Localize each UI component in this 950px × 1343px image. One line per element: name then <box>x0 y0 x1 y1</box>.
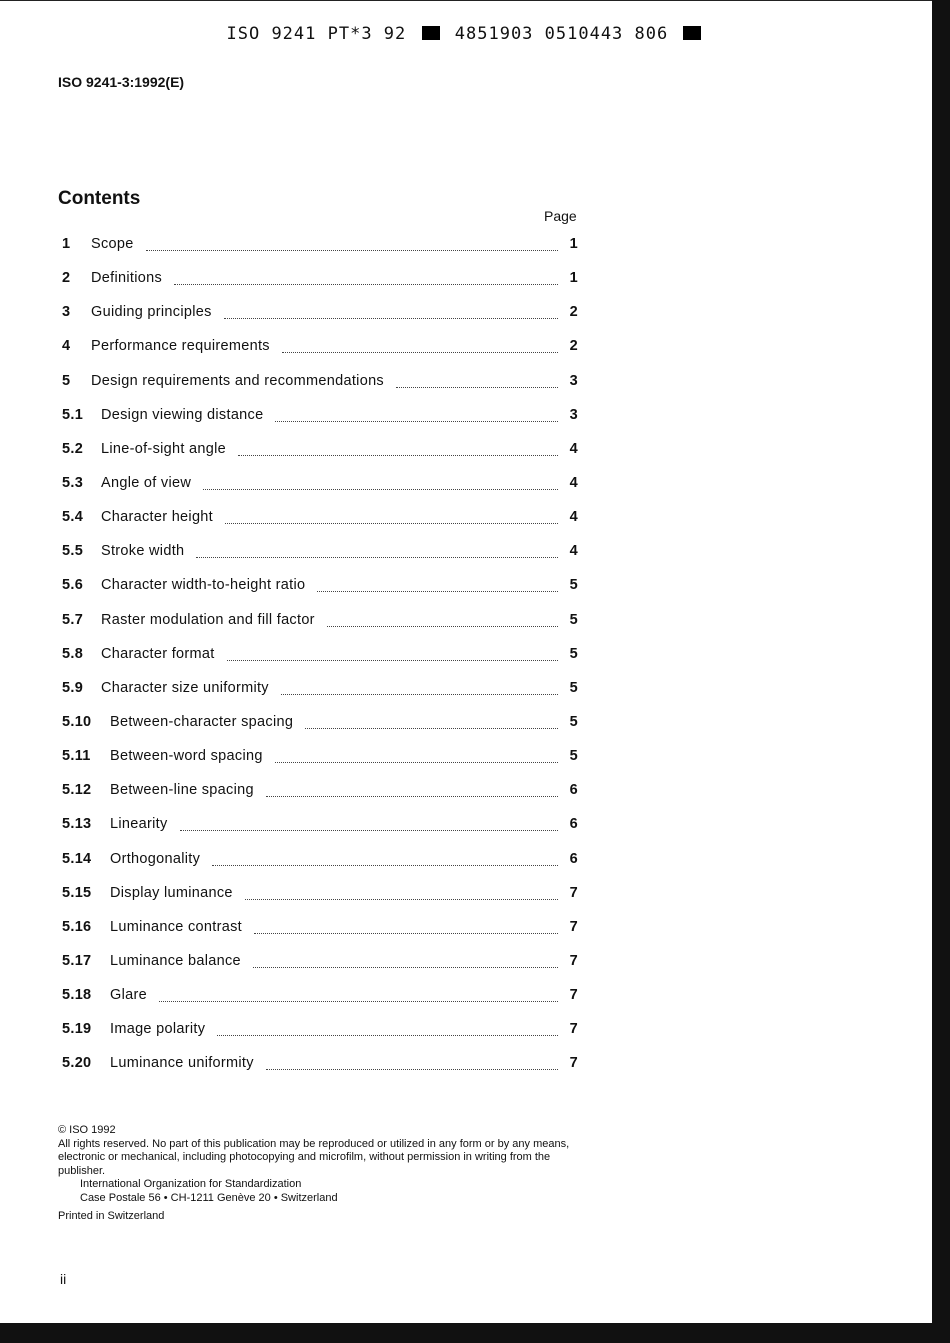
toc-entry-page: 5 <box>569 679 578 696</box>
scan-header <box>0 24 932 44</box>
toc-entry <box>62 782 578 816</box>
toc-entry-page: 7 <box>569 987 578 1004</box>
toc-entry-number: 5.14 <box>62 850 92 867</box>
toc-entry-number: 5.11 <box>62 748 91 765</box>
toc-dot-leader <box>227 646 558 661</box>
toc-entry <box>62 748 578 782</box>
toc-entry-number: 1 <box>62 236 71 252</box>
toc-entry-page: 2 <box>569 304 578 321</box>
organization-name: International Organization for Standardization <box>80 1178 302 1190</box>
toc-entry-page: 7 <box>569 1055 578 1072</box>
toc-entry-page: 2 <box>569 338 578 355</box>
toc-entry-title: Image polarity <box>110 1021 206 1038</box>
toc-dot-leader <box>203 475 558 490</box>
toc-entry <box>62 987 578 1021</box>
toc-entry <box>62 577 578 611</box>
toc-dot-leader <box>217 1021 558 1036</box>
toc-entry <box>62 373 578 407</box>
toc-dot-leader <box>253 953 558 968</box>
toc-dot-leader <box>174 270 558 285</box>
organization-address: Case Postale 56 • CH-1211 Genève 20 • Switzerland <box>80 1191 338 1204</box>
toc-entry-title: Display luminance <box>110 884 233 901</box>
toc-entry-page: 1 <box>569 236 578 252</box>
toc-entry-page: 6 <box>569 816 578 833</box>
toc-dot-leader <box>254 919 558 934</box>
toc-entry-number: 4 <box>62 338 71 355</box>
toc-entry-number: 2 <box>62 270 71 287</box>
toc-dot-leader <box>146 236 558 251</box>
toc-entry <box>62 953 578 987</box>
toc-entry <box>62 919 578 953</box>
toc-dot-leader <box>396 373 558 388</box>
toc-entry <box>62 236 578 270</box>
toc-entry-page: 5 <box>569 645 578 662</box>
toc-dot-leader <box>266 1055 558 1070</box>
toc-entry-page: 7 <box>569 884 578 901</box>
toc-entry-page: 1 <box>569 270 578 287</box>
toc-entry-number: 5.7 <box>62 611 84 628</box>
toc-dot-leader <box>281 680 558 695</box>
toc-entry-title: Design viewing distance <box>101 406 264 423</box>
toc-dot-leader <box>305 714 558 729</box>
toc-entry <box>62 475 578 509</box>
toc-dot-leader <box>282 338 558 353</box>
toc-entry-number: 5.3 <box>62 474 84 491</box>
toc-entry <box>62 885 578 919</box>
toc-entry <box>62 646 578 680</box>
toc-entry-title: Guiding principles <box>91 304 212 321</box>
toc-entry-number: 5.20 <box>62 1055 92 1072</box>
toc-dot-leader <box>196 543 558 558</box>
toc-entry-title: Character size uniformity <box>101 679 269 696</box>
printed-in: Printed in Switzerland <box>58 1210 165 1222</box>
scan-edge-line <box>0 0 932 1</box>
toc-entry-page: 4 <box>569 474 578 491</box>
toc-dot-leader <box>238 441 558 456</box>
toc-entry-title: Glare <box>110 987 147 1004</box>
page-column-label: Page <box>544 208 577 224</box>
toc-dot-leader <box>159 987 558 1002</box>
toc-entry-title: Between-word spacing <box>110 748 263 765</box>
toc-entry-page: 6 <box>569 782 578 799</box>
document-id: ISO 9241-3:1992(E) <box>58 74 185 90</box>
toc-dot-leader <box>212 851 558 866</box>
toc-dot-leader <box>180 816 558 831</box>
toc-entry-page: 5 <box>569 748 578 765</box>
contents-heading: Contents <box>58 188 141 209</box>
toc-entry-number: 5.2 <box>62 440 84 457</box>
toc-entry-title: Raster modulation and fill factor <box>101 611 315 628</box>
toc-entry <box>62 304 578 338</box>
toc-entry-number: 3 <box>62 304 71 321</box>
toc-entry-number: 5.5 <box>62 543 84 560</box>
toc-dot-leader <box>224 304 558 319</box>
toc-entry-number: 5.17 <box>62 952 92 969</box>
toc-entry-number: 5.6 <box>62 577 84 594</box>
toc-entry <box>62 680 578 714</box>
toc-entry-title: Luminance balance <box>110 952 241 969</box>
toc-entry-page: 4 <box>569 543 578 560</box>
toc-entry-number: 5 <box>62 372 71 389</box>
toc-entry-title: Character width-to-height ratio <box>101 577 306 594</box>
toc-entry-page: 7 <box>569 918 578 935</box>
toc-entry <box>62 509 578 543</box>
toc-entry-number: 5.10 <box>62 713 92 730</box>
toc-entry-title: Luminance uniformity <box>110 1055 254 1072</box>
toc-entry <box>62 612 578 646</box>
toc-entry-page: 7 <box>569 952 578 969</box>
toc-entry-title: Character height <box>101 509 213 526</box>
rights-statement: All rights reserved. No part of this publication may be reproduced or utilized in any form or by any means, electronic or mechanical, including photocopying and microfilm, without permission in writing from the publisher. <box>58 1137 570 1177</box>
toc-entry-title: Luminance contrast <box>110 918 242 935</box>
scan-header-code-2: 4851903 0510443 806 <box>454 24 669 44</box>
toc-entry <box>62 270 578 304</box>
toc-entry-page: 5 <box>569 577 578 594</box>
toc-entry-title: Scope <box>91 236 134 252</box>
toc-entry-number: 5.15 <box>62 884 92 901</box>
toc-entry <box>62 407 578 441</box>
toc-entry-title: Stroke width <box>101 543 185 560</box>
toc-entry-page: 5 <box>569 611 578 628</box>
toc-entry-page: 3 <box>569 372 578 389</box>
toc-dot-leader <box>317 577 558 592</box>
toc-entry-number: 5.13 <box>62 816 92 833</box>
toc-dot-leader <box>327 612 558 627</box>
scan-header-code-1: ISO 9241 PT*3 92 <box>226 24 407 44</box>
toc-entry-number: 5.9 <box>62 679 84 696</box>
toc-entry-number: 5.12 <box>62 782 92 799</box>
toc-entry-page: 4 <box>569 509 578 526</box>
toc-entry-number: 5.4 <box>62 509 84 526</box>
toc-dot-leader <box>266 782 558 797</box>
toc-entry-number: 5.8 <box>62 645 84 662</box>
toc-entry-page: 6 <box>569 850 578 867</box>
scan-block-mark <box>683 26 701 40</box>
toc-dot-leader <box>245 885 558 900</box>
toc-entry <box>62 543 578 577</box>
toc-entry-title: Character format <box>101 645 215 662</box>
table-of-contents <box>62 236 578 1090</box>
toc-entry-number: 5.1 <box>62 406 84 423</box>
toc-entry-title: Design requirements and recommendations <box>91 372 384 389</box>
toc-entry-title: Angle of view <box>101 474 192 491</box>
toc-entry <box>62 441 578 475</box>
toc-entry-number: 5.19 <box>62 1021 92 1038</box>
toc-entry <box>62 1021 578 1055</box>
toc-entry-number: 5.16 <box>62 918 92 935</box>
toc-entry-title: Between-line spacing <box>110 782 254 799</box>
toc-entry <box>62 1055 578 1089</box>
toc-entry <box>62 714 578 748</box>
toc-dot-leader <box>275 407 558 422</box>
toc-entry-page: 4 <box>569 440 578 457</box>
toc-entry-title: Definitions <box>91 270 162 287</box>
toc-entry-number: 5.18 <box>62 987 92 1004</box>
scan-block-mark <box>422 26 440 40</box>
copyright-line: © ISO 1992 <box>58 1124 116 1136</box>
toc-entry-page: 3 <box>569 406 578 423</box>
page-number: ii <box>60 1271 67 1287</box>
toc-entry-page: 5 <box>569 713 578 730</box>
toc-entry <box>62 816 578 850</box>
toc-entry-title: Performance requirements <box>91 338 270 355</box>
toc-entry <box>62 851 578 885</box>
copyright-notice <box>58 1124 582 1224</box>
toc-dot-leader <box>225 509 558 524</box>
toc-entry-title: Linearity <box>110 816 168 833</box>
toc-entry <box>62 338 578 372</box>
toc-entry-title: Between-character spacing <box>110 713 294 730</box>
toc-entry-title: Orthogonality <box>110 850 201 867</box>
toc-entry-page: 7 <box>569 1021 578 1038</box>
toc-entry-title: Line-of-sight angle <box>101 440 226 457</box>
toc-dot-leader <box>275 748 558 763</box>
